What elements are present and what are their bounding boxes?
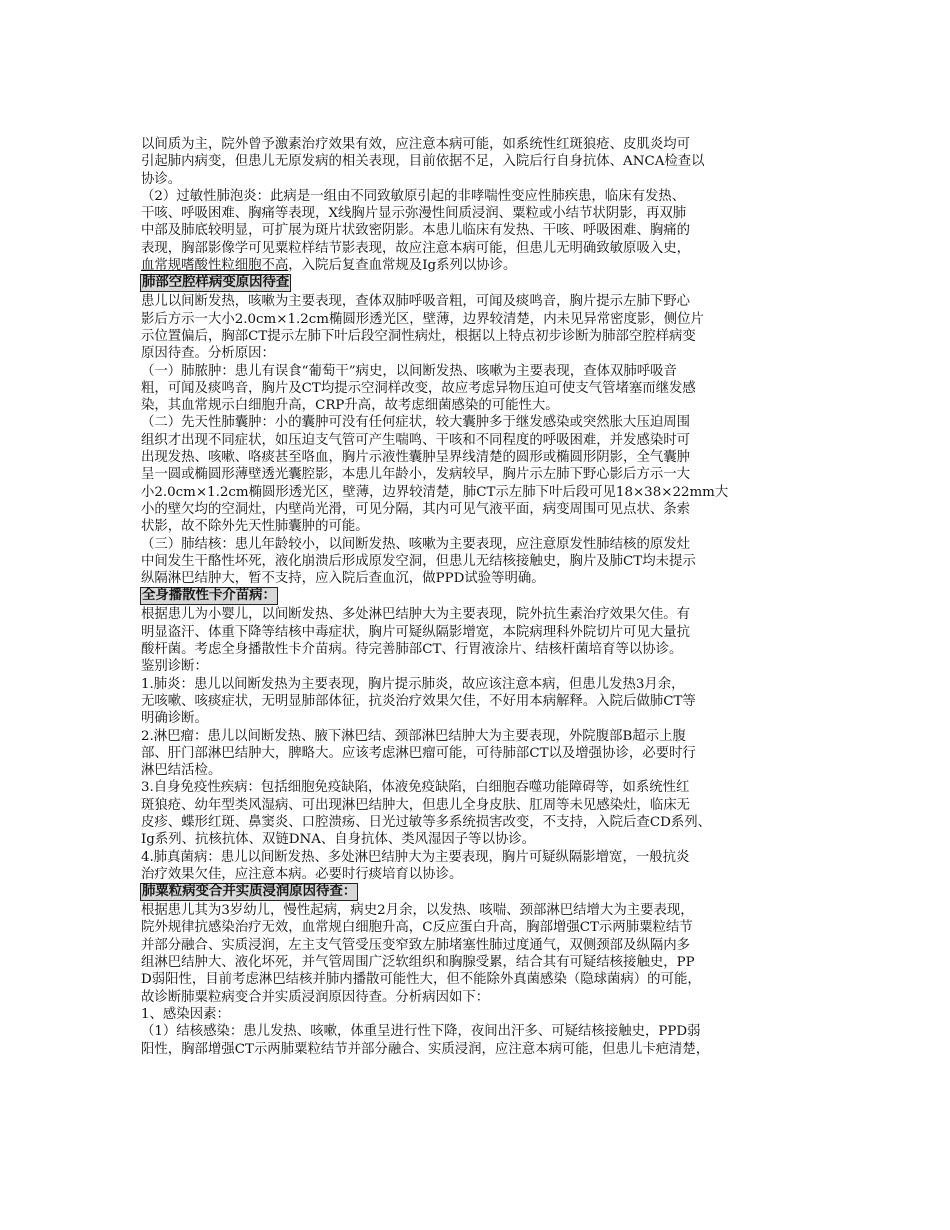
text-line: 纵隔淋巴结肿大，暂不支持，应入院后查血沉，做PPD试验等明确。 (141, 571, 545, 587)
text-line (141, 257, 813, 274)
heading-miliary-lesion: 肺粟粒病变合并实质浸润原因待查： (142, 884, 357, 900)
paragraph-intro (141, 136, 813, 188)
text-line: 4.肺真菌病：患儿以间断发热、多处淋巴结肿大为主要表现，胸片可疑纵隔影增宽，一般抗炎 (141, 849, 690, 865)
text-line: 淋巴结活检。 (141, 763, 222, 779)
text-line: 治疗效果欠佳，应注意本病。必要时行痰培育以协诊。 (141, 866, 463, 882)
text-line: 根据患儿其为3岁幼儿，慢性起病，病史2月余，以发热、咳喘、颈部淋巴结增大为主要表现， (141, 903, 694, 919)
text-line: 出现发热、咳嗽、咯痰甚至咯血，胸片示液性囊肿呈界线清楚的圆形或椭圆形阴影，全气囊肿 (141, 450, 691, 466)
text-line: 并部分融合、实质浸润，左主支气管受压变窄致左肺堵塞性肺过度通气，双侧颈部及纵隔内多 (141, 937, 691, 953)
text-line: 阳性，胸部增强CT示两肺粟粒结节并部分融合、实质浸润，应注意本病可能，但患儿卡疤清楚， (141, 1041, 710, 1057)
text-line: 患儿以间断发热，咳嗽为主要表现，查体双肺呼吸音粗，可闻及痰鸣音，胸片提示左肺下野心 (141, 294, 691, 310)
text-line: 明显盗汗、体重下降等结核中毒症状，胸片可疑纵隔影增宽，本院病理科外院切片可见大量抗 (141, 624, 691, 640)
text-line: （三）肺结核：患儿年龄较小，以间断发热、咳嗽为主要表现，应注意原发性肺结核的原发灶 (141, 536, 691, 552)
section-heading (141, 274, 813, 293)
text-line: 中部及肺底较明显，可扩展为斑片状致密阴影。本患儿临床有发热、干咳、呼吸困难、胸痛的 (141, 223, 691, 239)
section-cavity-lesion (141, 293, 813, 587)
text-line: 表现，胸部影像学可见粟粒样结节影表现，故应注意本病可能，但患儿无明确致敏原吸入史， (141, 240, 691, 256)
text-line: 1.肺炎：患儿以间断发热为主要表现，胸片提示肺炎，故应该注意本病，但患儿发热3月余， (141, 676, 685, 692)
text-line: （2）过敏性肺泡炎：此病是一组由不同致敏原引起的非哮喘性变应性肺疾患，临床有发热、 (141, 188, 686, 204)
text-line: 状影，故不除外先天性肺囊肿的可能。 (141, 519, 369, 535)
text-line: 院外规律抗感染治疗无效，血常规白细胞升高，C反应蛋白升高，胸部增强CT示两肺粟粒结节 (141, 920, 693, 936)
text-line: 无咳嗽、咳痰症状，无明显肺部体征，抗炎治疗效果欠佳，不好用本病解释。入院后做肺CT等 (141, 693, 696, 709)
text-line: （一）肺脓肿：患儿有误食“葡萄干”病史，以间断发热、咳嗽为主要表现，查体双肺呼吸音 (141, 363, 677, 379)
section-heading (141, 883, 813, 902)
text-line: 原因待查。分析原因： (141, 346, 275, 362)
text-line: 鉴别诊断： (141, 659, 208, 675)
text-line: 3.自身免疫性疾病：包括细胞免疫缺陷，体液免疫缺陷，白细胞吞噬功能障碍等，如系统性红 (141, 780, 690, 796)
text-line: 干咳、呼吸困难、胸痛等表现，X线胸片显示弥漫性间质浸润、粟粒或小结节状阴影，再双肺 (141, 206, 687, 222)
text-line: （二）先天性肺囊肿：小的囊肿可没有任何症状，较大囊肿多于继发感染或突然胀大压迫周围 (141, 415, 691, 431)
document-body (141, 136, 813, 1058)
text-line: 引起肺内病变，但患儿无原发病的相关表现，目前依据不足，入院后行自身抗体、ANCA检查以 (141, 154, 705, 170)
text-line: D弱阳性，目前考虑淋巴结核并肺内播散可能性大，但不能除外真菌感染（隐球菌病）的可能， (141, 972, 701, 988)
text-line: 1、感染因素： (141, 1006, 230, 1022)
text-line: 2.淋巴瘤：患儿以间断发热、腋下淋巴结、颈部淋巴结肿大为主要表现，外院腹部B超示上腹 (141, 728, 686, 744)
text-line: 皮疹、蝶形红斑、鼻窦炎、口腔溃疡、日光过敏等多系统损害改变，不支持，入院后查CD系列、 (141, 814, 711, 830)
text-line: 小的壁欠均的空洞灶，内壁尚光滑，可见分隔，其内可见气液平面，病变周围可见点状、条索 (141, 501, 691, 517)
text-line: 呈一圆或椭圆形薄壁透光囊腔影，本患儿年龄小，发病较早，胸片示左肺下野心影后方示一大 (141, 467, 691, 483)
text-line: 示位置偏后，胸部CT提示左肺下叶后段空洞性病灶，根据以上特点初步诊断为肺部空腔样病变 (141, 328, 696, 344)
heading-bcg-disease: 全身播散性卡介苗病： (142, 588, 276, 604)
text-line: 部、肝门部淋巴结肿大，脾略大。应该考虑淋巴瘤可能，可待肺部CT以及增强协诊，必要时行 (141, 745, 696, 761)
text-line: 中间发生干酪性坏死，液化崩溃后形成原发空洞，但患儿无结核接触史，胸片及肺CT均未提示 (141, 553, 696, 569)
section-heading (141, 587, 813, 606)
text-segment: ，入院后复查血常规及Ig系列以协诊。 (288, 258, 517, 274)
text-line: 明确诊断。 (141, 711, 208, 727)
section-bcg-disease (141, 606, 813, 883)
text-line: 协诊。 (141, 171, 182, 187)
text-line: 组织才出现不同症状，如压迫支气管可产生喘鸣、干咳和不同程度的呼吸困难，并发感染时可 (141, 432, 691, 448)
text-line: 组淋巴结肿大、液化坏死，并气管周围广泛软组织和胸腺受累，结合其有可疑结核接触史，PP (141, 955, 695, 971)
heading-cavity-lesion: 肺部空腔样病变原因待查 (142, 275, 290, 291)
text-line: （1）结核感染：患儿发热、咳嗽，体重呈进行性下降，夜间出汗多、可疑结核接触史，PPD弱 (141, 1024, 701, 1040)
text-line: 染，其血常规示白细胞升高，CRP升高，故考虑细菌感染的可能性大。 (141, 398, 559, 414)
text-line: 斑狼疮、幼年型类风湿病、可出现淋巴结肿大，但患儿全身皮肤、肛周等未见感染灶，临床无 (141, 797, 691, 813)
text-line: Ig系列、抗核抗体、双链DNA、自身抗体、类风湿因子等以协诊。 (141, 832, 536, 848)
text-line: 影后方示一大小2.0cm×1.2cm椭圆形透光区，壁薄，边界较清楚，内未见异常密度影，侧位片 (141, 311, 704, 327)
text-line: 以间质为主，院外曾予激素治疗效果有效，应注意本病可能，如系统性红斑狼疮、皮肌炎均可 (141, 137, 691, 152)
paragraph-allergic-alveolitis (141, 188, 813, 274)
underlined-text: 血常规嗜酸性粒细胞不高 (141, 258, 289, 274)
text-line: 小2.0cm×1.2cm椭圆形透光区，壁薄，边界较清楚，肺CT示左肺下叶后段可见18×38×22mm大 (141, 484, 729, 500)
section-miliary-lesion (141, 902, 813, 1058)
text-line: 根据患儿为小婴儿，以间断发热、多处淋巴结肿大为主要表现，院外抗生素治疗效果欠佳。有 (141, 607, 691, 623)
text-line: 粗，可闻及痰鸣音，胸片及CT均提示空洞样改变，故应考虑异物压迫可使支气管堵塞而继发感 (141, 380, 696, 396)
text-line: 故诊断肺粟粒病变合并实质浸润原因待查。分析病因如下： (141, 989, 490, 1005)
text-line: 酸杆菌。考虑全身播散性卡介苗病。待完善肺部CT、行胃液涂片、结核杆菌培育等以协诊。 (141, 642, 683, 658)
